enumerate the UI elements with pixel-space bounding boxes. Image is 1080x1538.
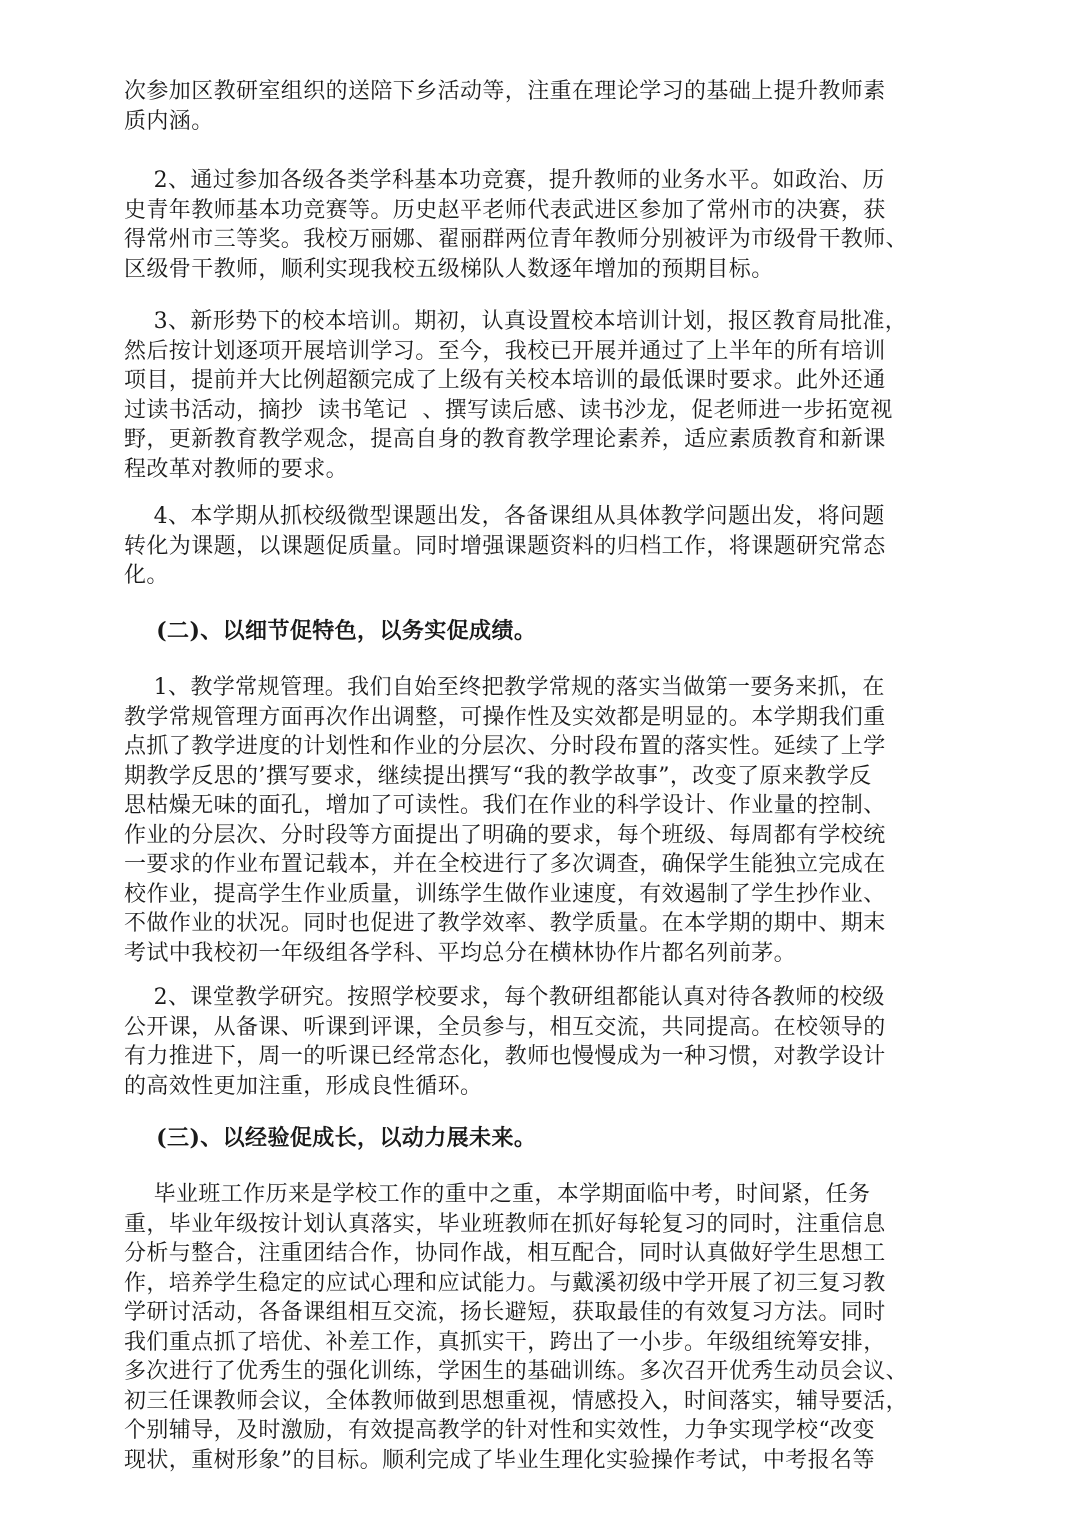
text-line: 1、教学常规管理。我们自始至终把教学常规的落实当做第一要务来抓，在 (124, 675, 885, 700)
text-line: 有力推进下，周一的听课已经常态化，教师也慢慢成为一种习惯，对教学设计 (124, 1044, 886, 1069)
paragraph-item-4 (124, 502, 984, 591)
text-line: 史青年教师基本功竞赛等。历史赵平老师代表武进区参加了常州市的决赛，获 (124, 197, 886, 223)
text-line: 重，毕业年级按计划认真落实，毕业班教师在抓好每轮复习的同时，注重信息 (124, 1211, 886, 1237)
text-line: 作业的分层次、分时段等方面提出了明确的要求，每个班级、每周都有学校统 (124, 822, 886, 848)
paragraph-graduating-class (124, 1180, 984, 1475)
text-line: 分析与整合，注重团结合作，协同作战，相互配合，同时认真做好学生思想工 (124, 1241, 886, 1266)
text-line: 化。 (124, 563, 169, 588)
text-line: 质内涵。 (124, 108, 214, 134)
text-line: 4、本学期从抓校级微型课题出发，各备课组从具体教学问题出发，将问题 (124, 504, 885, 529)
text-line: 期教学反思的’撰写要求，继续提出撰写“我的教学故事”，改变了原来教学反 (124, 763, 872, 789)
text-line: 一要求的作业布置记载本，并在全校进行了多次调查，确保学生能独立完成在 (124, 852, 886, 877)
text-line: 校作业，提高学生作业质量，训练学生做作业速度，有效遏制了学生抄作业、 (124, 881, 886, 907)
text-line: 2、课堂教学研究。按照学校要求，每个教研组都能认真对待各教师的校级 (124, 985, 885, 1010)
text-line: 初三任课教师会议，全体教师做到思想重视，情感投入，时间落实，辅导要活， (124, 1388, 909, 1414)
text-line: 区级骨干教师，顺利实现我校五级梯队人数逐年增加的预期目标。 (124, 256, 774, 282)
paragraph-item-2 (124, 166, 984, 284)
text-line: 程改革对教师的要求。 (124, 456, 349, 482)
text-line: 作，培养学生稳定的应试心理和应试能力。与戴溪初级中学开展了初三复习教 (124, 1270, 886, 1296)
text-line: 我们重点抓了培优、补差工作，真抓实干，跨出了一小步。年级组统筹安排， (124, 1329, 886, 1355)
text-line: 个别辅导，及时激励，有效提高教学的针对性和实效性，力争实现学校“改变 (124, 1418, 875, 1443)
text-line: 的高效性更加注重，形成良性循环。 (124, 1073, 483, 1099)
paragraph-item-3 (124, 307, 984, 484)
text-line: 野，更新教育教学观念，提高自身的教育教学理论素养，适应素质教育和新课 (124, 427, 886, 452)
section-heading-3 (124, 1124, 984, 1154)
text-line: 然后按计划逐项开展培训学习。至今，我校已开展并通过了上半年的所有培训 (124, 338, 886, 364)
paragraph-classroom-research (124, 983, 984, 1101)
paragraph-intro-continued (124, 77, 984, 136)
text-line: 项目，提前并大比例超额完成了上级有关校本培训的最低课时要求。此外还通 (124, 368, 886, 393)
text-line: 现状，重树形象”的目标。顺利完成了毕业生理化实验操作考试，中考报名等 (124, 1447, 875, 1473)
text-line: 思枯燥无味的面孔，增加了可读性。我们在作业的科学设计、作业量的控制、 (124, 793, 886, 818)
heading-line: (三)、以经验促成长，以动力展未来。 (124, 1125, 537, 1151)
text-line: 学研讨活动，各备课组相互交流，扬长避短，获取最佳的有效复习方法。同时 (124, 1300, 886, 1325)
text-line: 考试中我校初一年级组各学科、平均总分在横林协作片都名列前茅。 (124, 940, 797, 966)
text-line: 点抓了教学进度的计划性和作业的分层次、分时段布置的落实性。延续了上学 (124, 734, 886, 759)
paragraph-teaching-routine (124, 673, 984, 968)
text-line: 毕业班工作历来是学校工作的重中之重，本学期面临中考，时间紧，任务 (124, 1182, 871, 1207)
text-line: 过读书活动，摘抄 读书笔记 、撰写读后感、读书沙龙，促老师进一步拓宽视 (124, 397, 893, 423)
text-line: 不做作业的状况。同时也促进了教学效率、教学质量。在本学期的期中、期末 (124, 911, 886, 936)
text-line: 次参加区教研室组织的送陪下乡活动等，注重在理论学习的基础上提升教师素 (124, 79, 886, 104)
section-heading-2 (124, 617, 984, 647)
text-line: 多次进行了优秀生的强化训练，学困生的基础训练。多次召开优秀生动员会议、 (124, 1359, 909, 1384)
text-line: 3、新形势下的校本培训。期初，认真设置校本培训计划，报区教育局批准， (124, 309, 908, 334)
heading-line: (二)、以细节促特色，以务实促成绩。 (124, 618, 537, 644)
text-line: 转化为课题，以课题促质量。同时增强课题资料的归档工作，将课题研究常态 (124, 533, 886, 559)
text-line: 得常州市三等奖。我校万丽娜、翟丽群两位青年教师分别被评为市级骨干教师、 (124, 227, 909, 252)
text-line: 公开课，从备课、听课到评课，全员参与，相互交流，共同提高。在校领导的 (124, 1014, 886, 1040)
text-line: 2、通过参加各级各类学科基本功竞赛，提升教师的业务水平。如政治、历 (124, 168, 885, 193)
text-line: 教学常规管理方面再次作出调整，可操作性及实效都是明显的。本学期我们重 (124, 704, 886, 730)
